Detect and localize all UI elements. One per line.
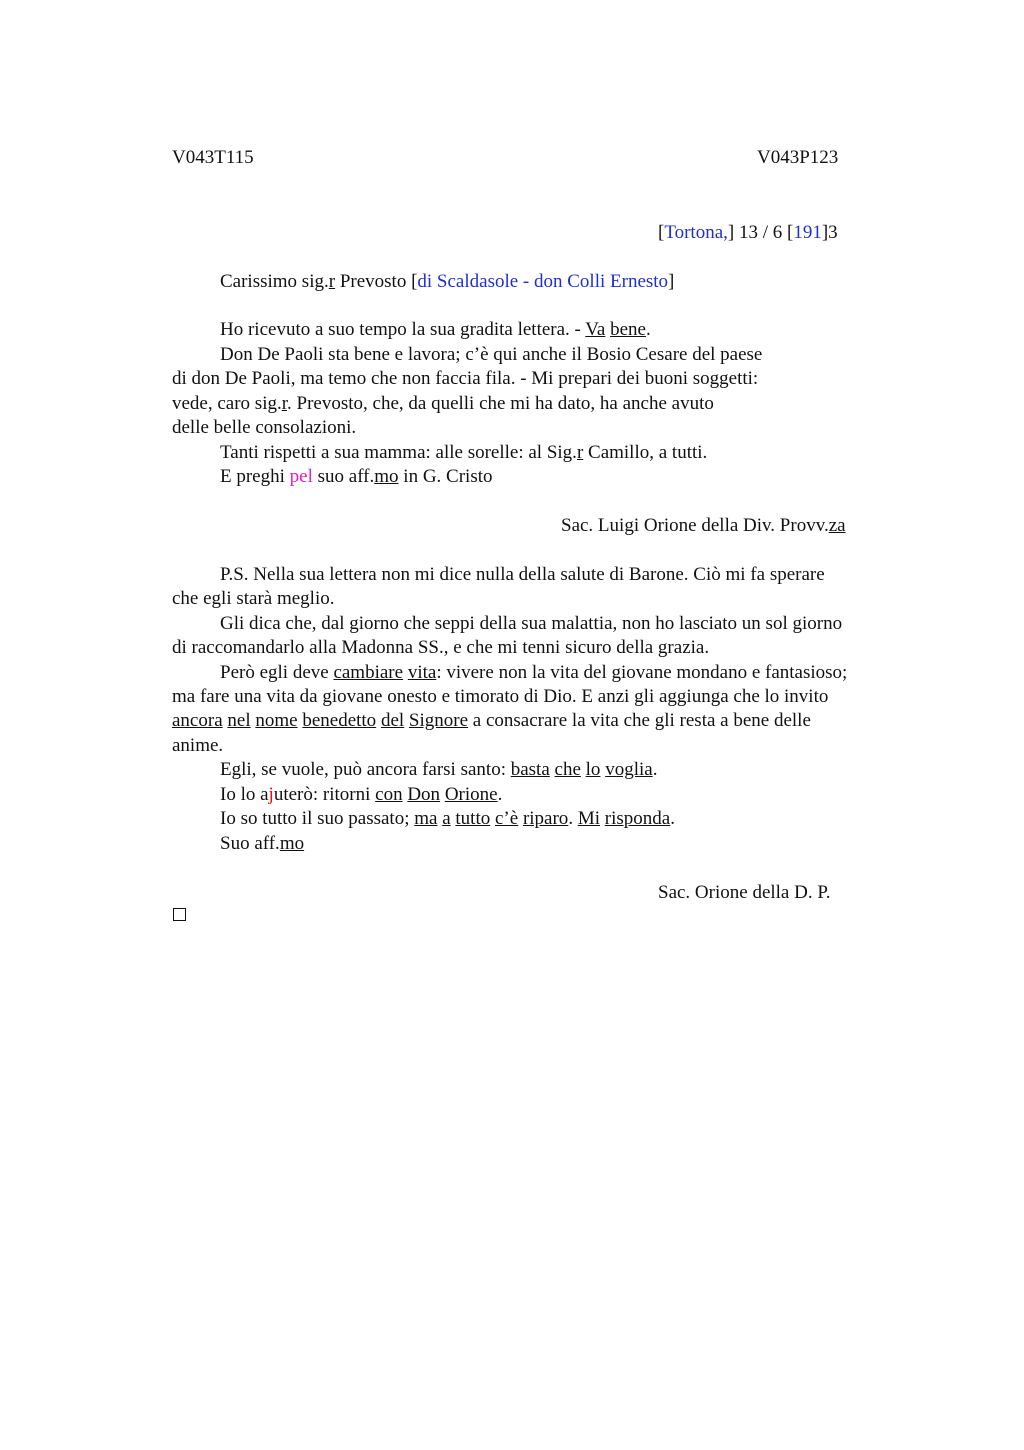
highlighted-word: pel — [289, 466, 313, 487]
signature-1: Sac. Luigi Orione della Div. Provv.za — [561, 515, 846, 536]
paragraph-4: E preghi pel suo aff.mo in G. Cristo — [220, 466, 493, 487]
year-fragment: 191 — [793, 222, 822, 243]
ps-line-11: Io so tutto il suo passato; ma a tutto c’è riparo. Mi risponda. — [220, 808, 675, 829]
end-marker-box — [173, 908, 186, 921]
signature-2: Sac. Orione della D. P. — [658, 882, 831, 903]
ps-line-2: che egli starà meglio. — [172, 588, 335, 609]
ps-line-12: Suo aff.mo — [220, 833, 305, 854]
ps-line-5: Però egli deve cambiare vita: vivere non la vita del giovane mondano e fantasioso; — [220, 662, 848, 683]
archive-code-right: V043P123 — [757, 147, 839, 168]
paragraph-2-line-1: Don De Paoli sta bene e lavora; c’è qui anche il Bosio Cesare del paese — [220, 344, 763, 365]
archive-code-left: V043T115 — [172, 147, 254, 168]
paragraph-1: Ho ricevuto a suo tempo la sua gradita lettera. - Va bene. — [220, 319, 651, 340]
ps-line-1: P.S. Nella sua lettera non mi dice nulla della salute di Barone. Ciò mi fa sperare — [220, 564, 825, 585]
paragraph-2-line-2: di don De Paoli, ma temo che non faccia fila. - Mi prepari dei buoni soggetti: — [172, 368, 759, 389]
ps-line-8: anime. — [172, 735, 224, 756]
place-name: Tortona, — [664, 222, 728, 243]
ps-line-10: Io lo ajuterò: ritorni con Don Orione. — [220, 784, 503, 805]
ps-line-6: ma fare una vita da giovane onesto e timorato di Dio. E anzi gli aggiunga che lo invito — [172, 686, 829, 707]
highlighted-letter: j — [268, 784, 274, 805]
salutation: Carissimo sig.r Prevosto [di Scaldasole - don Colli Ernesto] — [220, 271, 675, 292]
ps-line-9: Egli, se vuole, può ancora farsi santo: basta che lo voglia. — [220, 759, 658, 780]
paragraph-2-line-4: delle belle consolazioni. — [172, 417, 357, 438]
paragraph-3: Tanti rispetti a sua mamma: alle sorelle: al Sig.r Camillo, a tutti. — [220, 442, 708, 463]
ps-line-4: di raccomandarlo alla Madonna SS., e che mi tenni sicuro della grazia. — [172, 637, 710, 658]
ps-line-3: Gli dica che, dal giorno che seppi della sua malattia, non ho lasciato un sol giorno — [220, 613, 843, 634]
paragraph-2-line-3: vede, caro sig.r. Prevosto, che, da quelli che mi ha dato, ha anche avuto — [172, 393, 714, 414]
dateline: [Tortona,] 13 / 6 [191]3 — [658, 222, 838, 243]
recipient-note: di Scaldasole - don Colli Ernesto — [417, 271, 669, 292]
ps-line-7: ancora nel nome benedetto del Signore a consacrare la vita che gli resta a bene delle — [172, 710, 811, 731]
